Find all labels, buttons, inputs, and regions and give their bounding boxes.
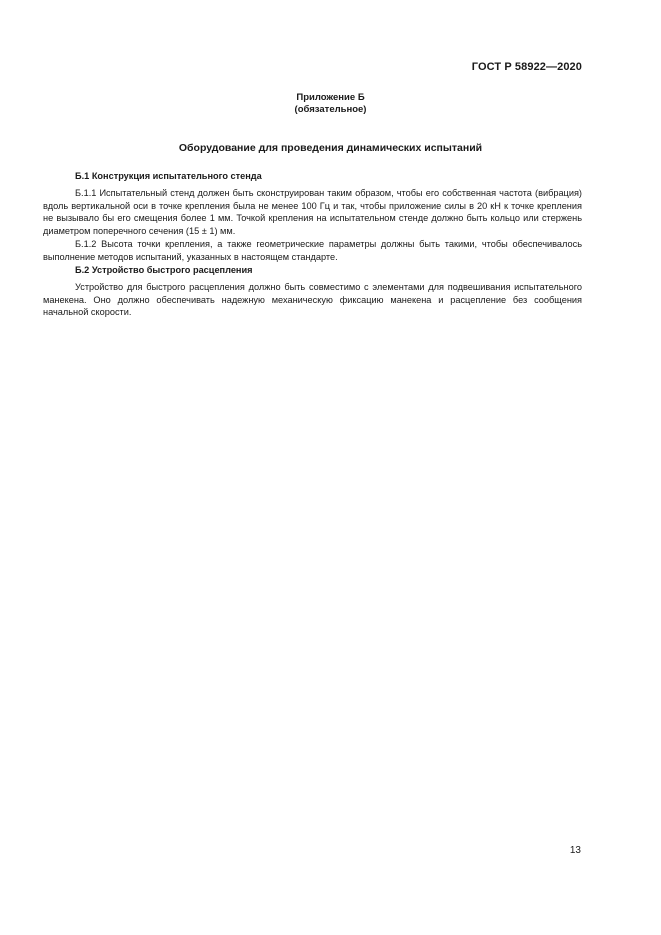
annex-status: (обязательное) (294, 104, 367, 115)
paragraph-b2: Устройство для быстрого расцепления должно быть совместимо с элементами для подвешивания испытательного манекена. Оно должно обеспечивать надежную механическую фиксацию манекена и расцепление без сообщения начальной скорости. (43, 281, 582, 318)
annex-title: Приложение Б (296, 92, 365, 103)
section-b2 (43, 264, 582, 319)
page-number: 13 (569, 845, 581, 856)
section-heading: Б.2 Устройство быстрого расцепления (75, 265, 253, 275)
annex-title-block (0, 92, 661, 116)
annex-heading: Оборудование для проведения динамических испытаний (178, 142, 483, 154)
document-code: ГОСТ Р 58922—2020 (471, 61, 582, 73)
section-b1 (43, 170, 582, 264)
section-heading: Б.1 Конструкция испытательного стенда (75, 171, 262, 181)
paragraph-b1-1: Б.1.1 Испытательный стенд должен быть сконструирован таким образом, чтобы его собственная частота (вибрация) вдоль вертикальной оси в точке крепления была не менее 100 Гц и так, чтобы приложение силы в 20 кН к точке крепления не вызывало бы его смещения более 1 мм. Точкой крепления на испытательном стенде должно быть кольцо или стержень диаметром поперечного сечения (15 ± 1) мм. (43, 187, 582, 237)
paragraph-b1-2: Б.1.2 Высота точки крепления, а также геометрические параметры должны быть такими, чтобы обеспечивалось выполнение методов испытаний, указанных в настоящем стандарте. (43, 238, 582, 262)
